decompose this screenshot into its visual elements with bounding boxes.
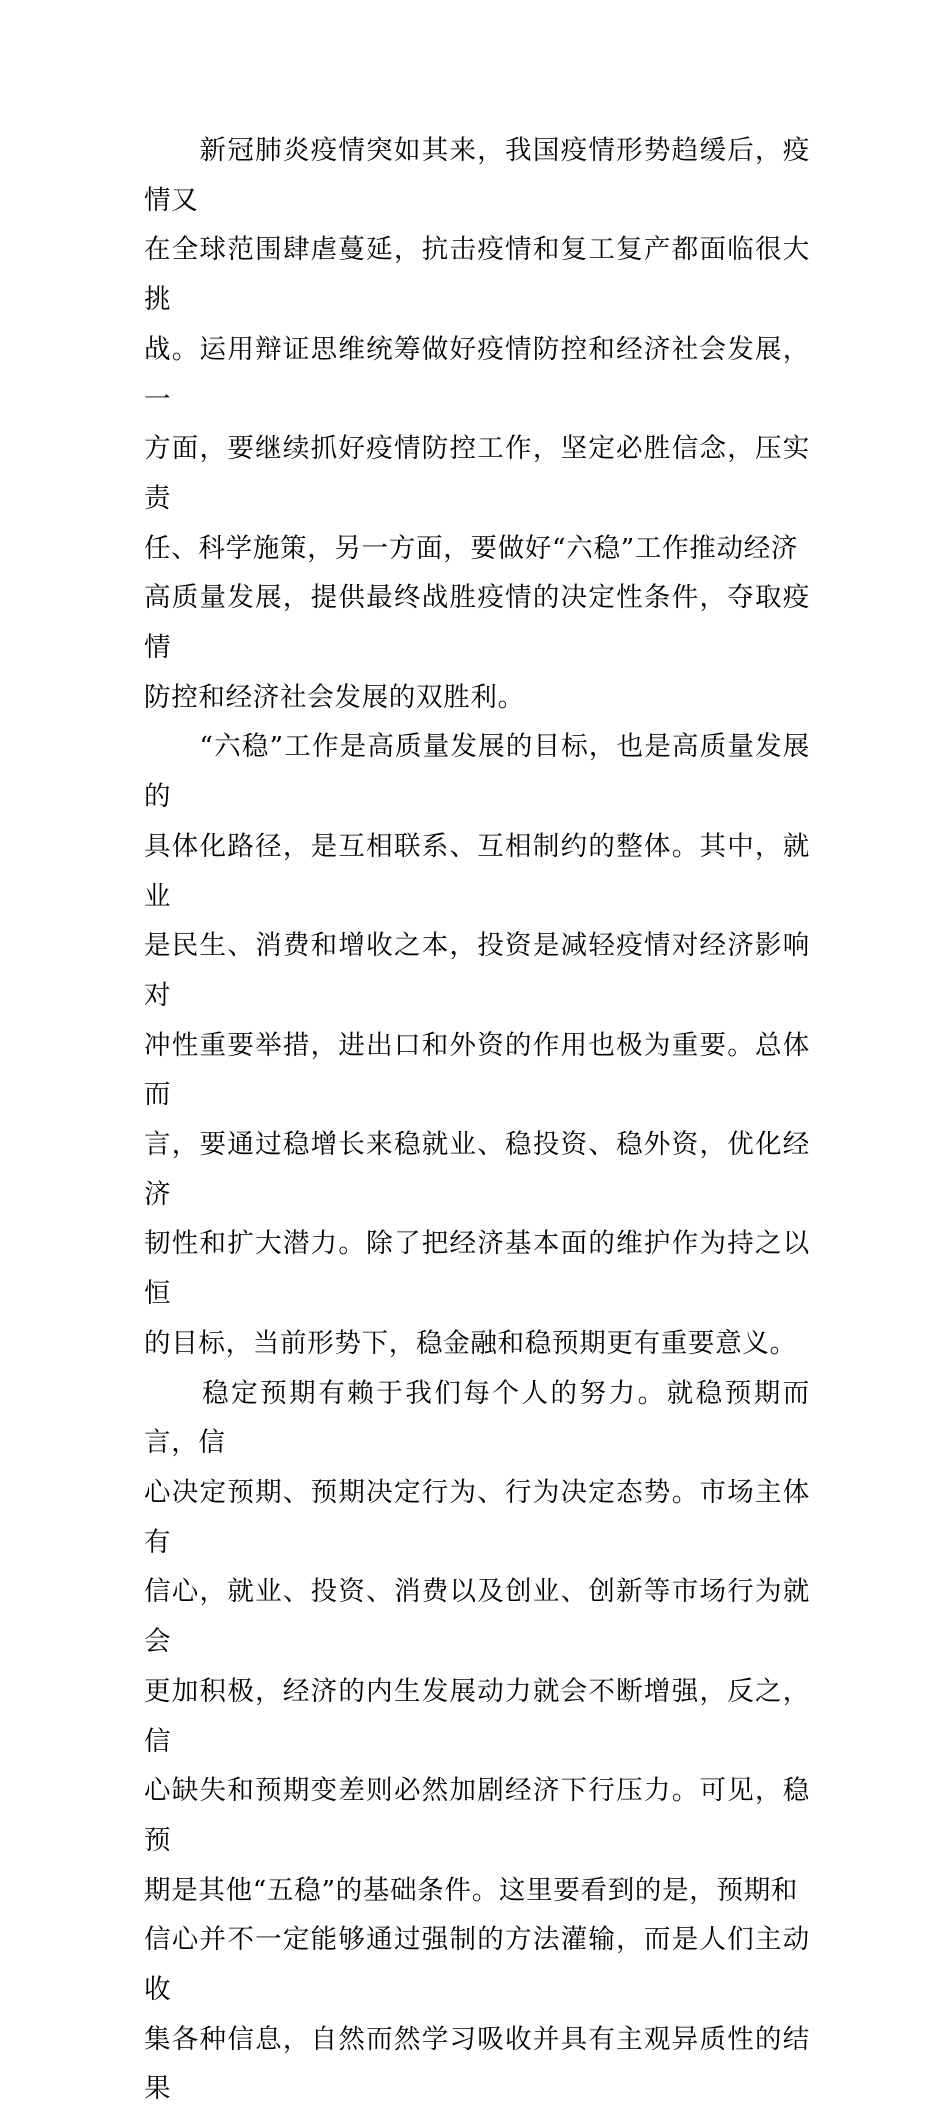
document-body — [144, 126, 810, 2114]
paragraph-2: “六稳”工作是高质量发展的目标，也是高质量发展的 具体化路径，是互相联系、互相制约的整体。其中，就业 是民生、消费和增收之本，投资是减轻疫情对经济影响对 冲性重要举措，进出口和外资的作用也极为重要。总体而 言，要通过稳增长来稳就业、稳投资、稳外资，优化经济 韧性和扩大潜力。除了把经济基本面的维护作为持之以恒 的目标，当前形势下，稳金融和稳预期更有重要意义。 — [144, 731, 810, 1359]
paragraph-1: 新冠肺炎疫情突如其来，我国疫情形势趋缓后，疫情又 在全球范围肆虐蔓延，抗击疫情和复工复产都面临很大挑 战。运用辩证思维统筹做好疫情防控和经济社会发展，一 方面，要继续抓好疫情防控工作，坚定必胜信念，压实责 任、科学施策，另一方面，要做好“六稳”工作推动经济 高质量发展，提供最终战胜疫情的决定性条件，夺取疫情 防控和经济社会发展的双胜利。 — [144, 135, 810, 713]
paragraph-3: 稳定预期有赖于我们每个人的努力。就稳预期而言，信 心决定预期、预期决定行为、行为决定态势。市场主体有 信心，就业、投资、消费以及创业、创新等市场行为就会 更加积极，经济的内生发展动力就会不断增强，反之，信 心缺失和预期变差则必然加剧经济下行压力。可见，稳预 期是其他“五稳”的基础条件。这里要看到的是，预期和 信心并不一定能够通过强制的方法灌输，而是人们主动收 集各种信息，自然而然学习吸收并具有主观异质性的结果 — [144, 1377, 810, 2105]
